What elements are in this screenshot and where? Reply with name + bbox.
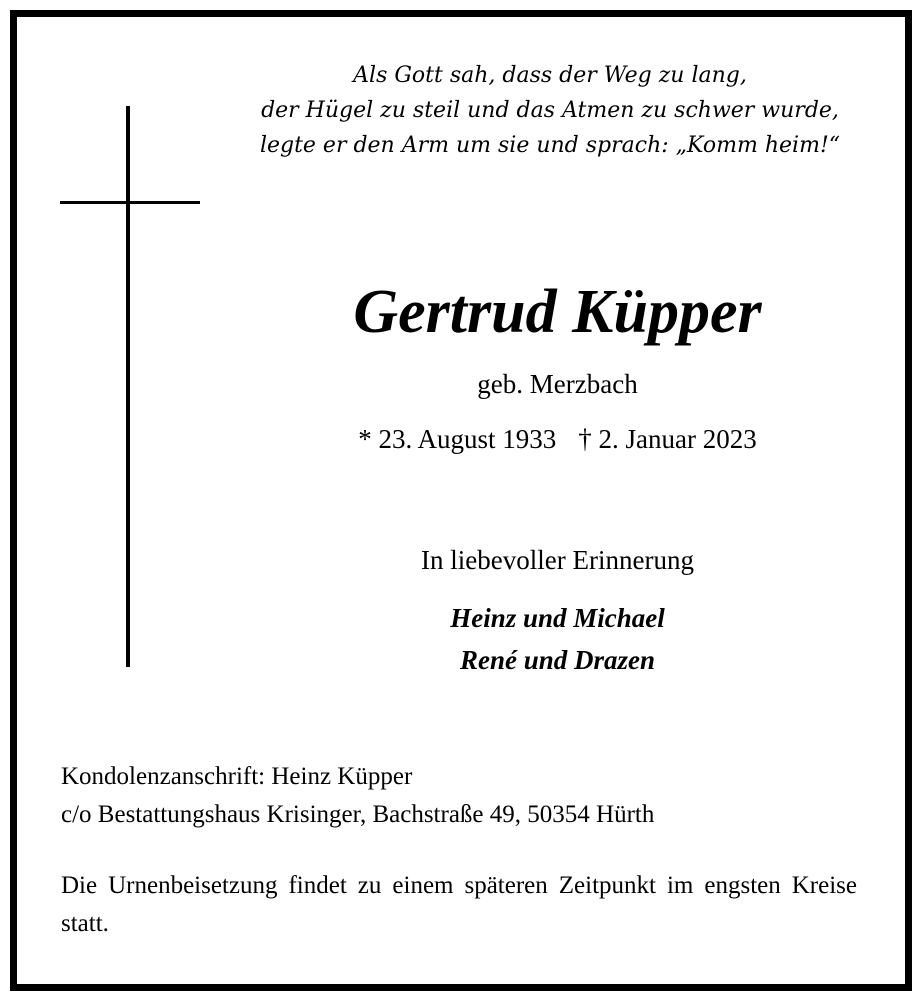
poem-line: Als Gott sah, dass der Weg zu lang,	[353, 63, 747, 88]
cross-horizontal-bar	[60, 201, 200, 204]
condolence-line: Kondolenzanschrift: Heinz Küpper	[61, 763, 413, 790]
birth-date: * 23. August 1933	[358, 424, 557, 454]
poem-line: legte er den Arm um sie und sprach: „Komm heim!“	[259, 133, 841, 158]
remembrance-text: In liebevoller Erinnerung	[421, 545, 694, 575]
deceased-name: Gertrud Küpper	[353, 278, 762, 346]
mourner-line: René und Drazen	[459, 645, 656, 675]
mourners	[230, 597, 885, 681]
burial-note: Die Urnenbeisetzung findet zu einem späteren Zeitpunkt im engsten Kreise statt.	[61, 872, 857, 937]
poem-line: der Hügel zu steil und das Atmen zu schwer wurde,	[261, 98, 839, 123]
mourner-line: Heinz und Michael	[450, 603, 665, 633]
life-dates	[230, 419, 885, 459]
condolence-address	[61, 758, 861, 834]
death-date: † 2. Januar 2023	[578, 424, 757, 454]
condolence-line: c/o Bestattungshaus Krisinger, Bachstraße 49, 50354 Hürth	[61, 801, 655, 828]
cross-vertical-bar	[126, 106, 130, 667]
birth-name: geb. Merzbach	[477, 369, 638, 399]
poem	[230, 58, 870, 163]
